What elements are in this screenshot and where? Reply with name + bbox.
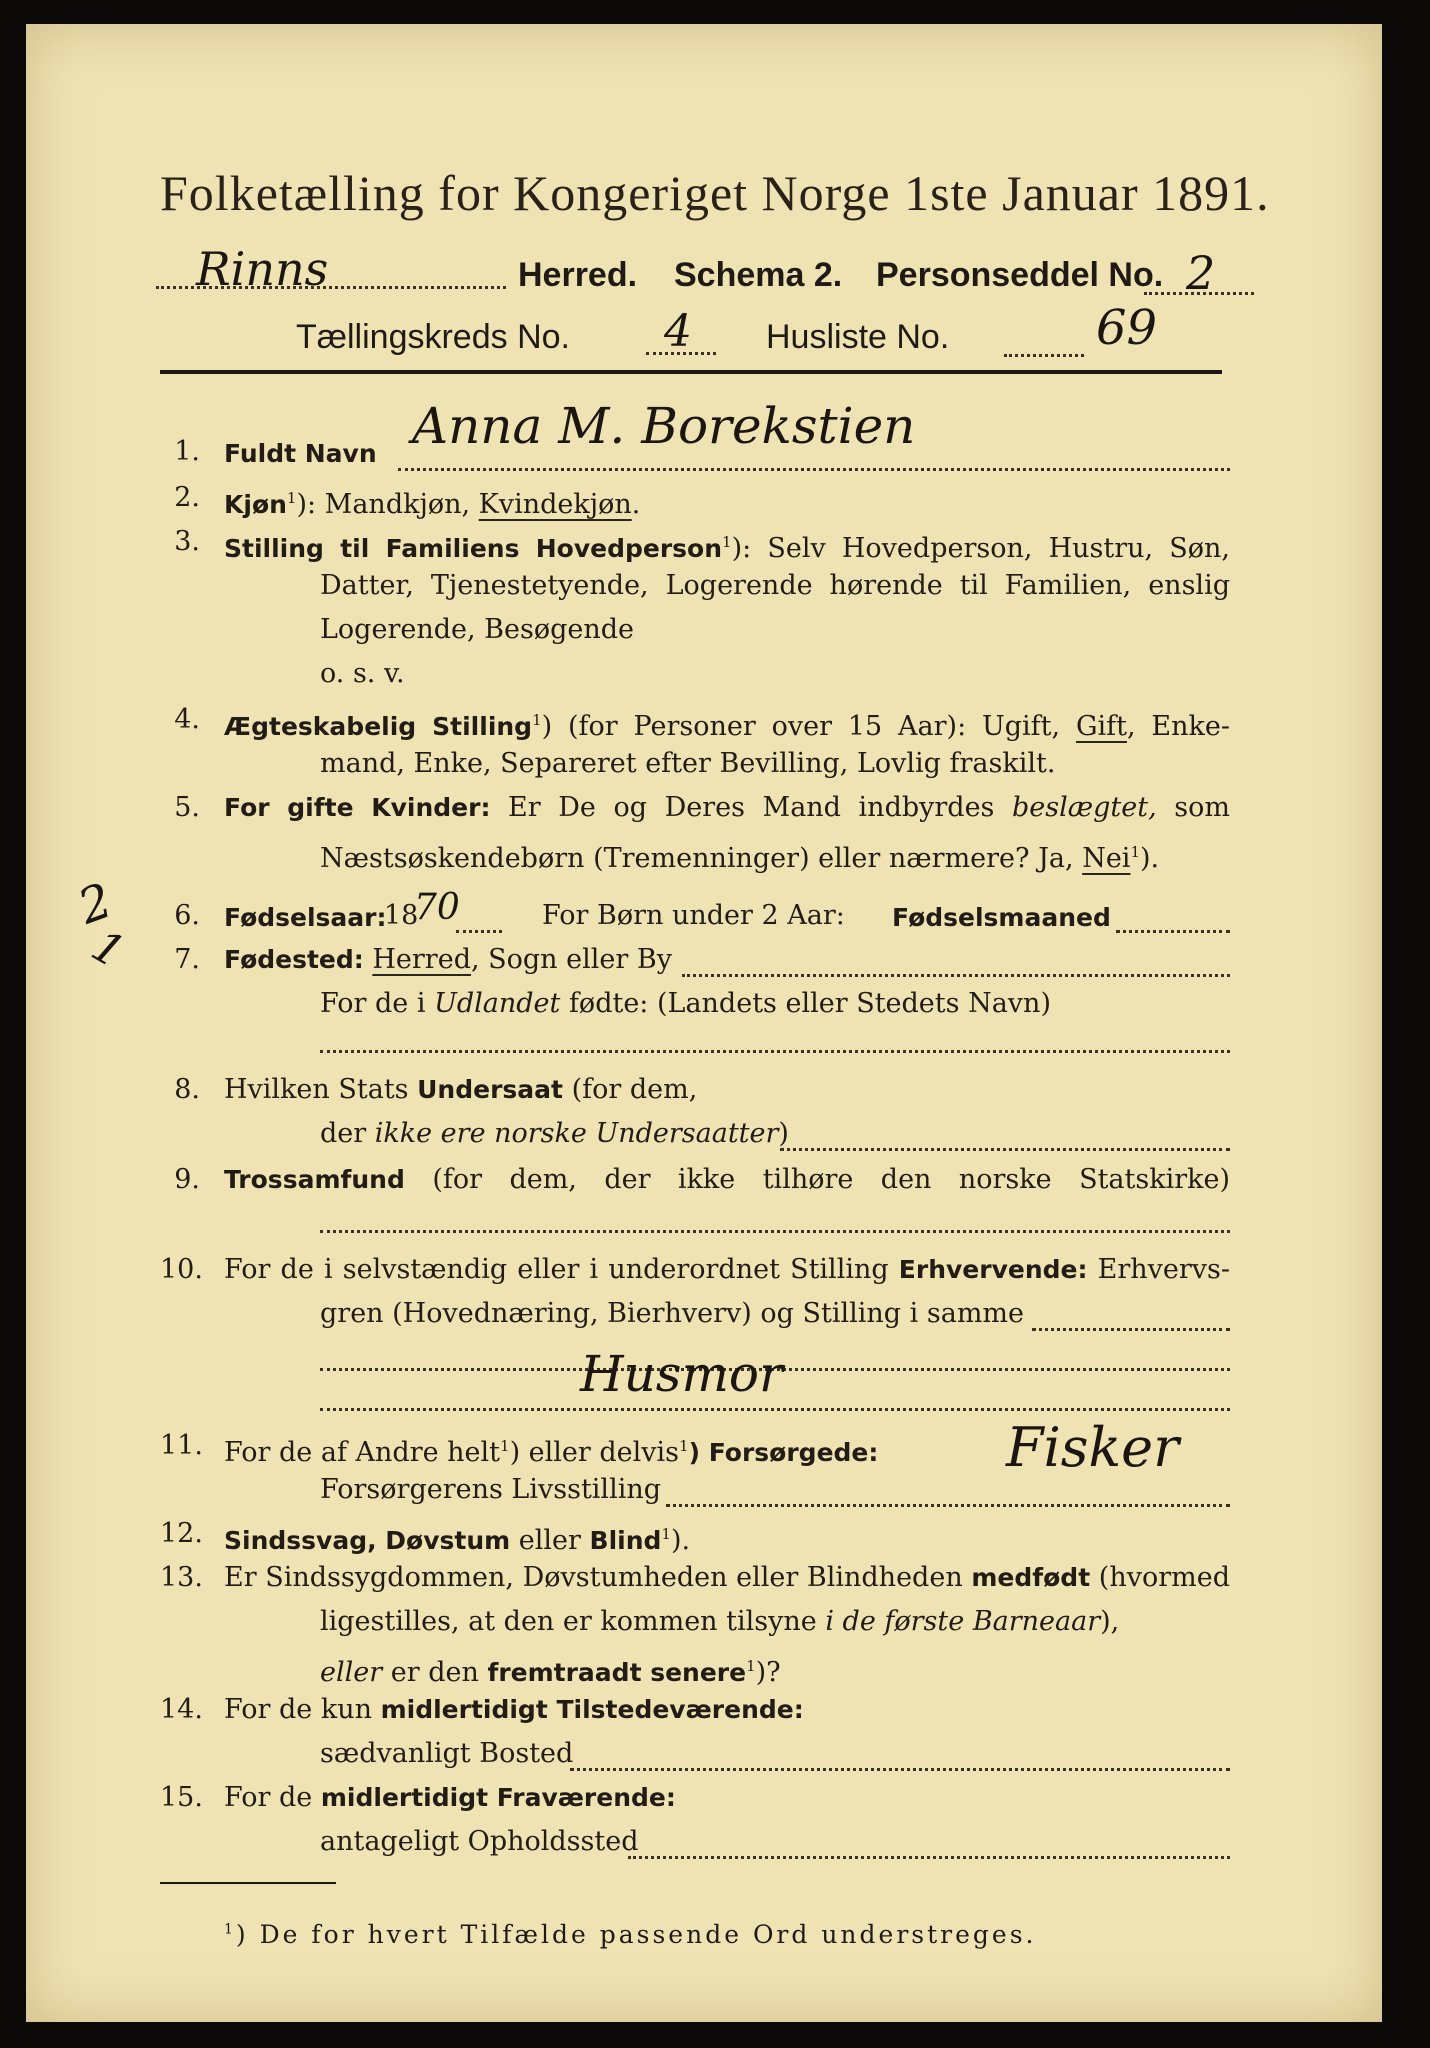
q11-number: 11. — [160, 1430, 203, 1461]
herred-value: Rinns — [196, 242, 329, 296]
q3-line3: Logerende, Besøgende — [320, 614, 634, 645]
q5-label: For gifte Kvinder: — [224, 793, 491, 822]
q6-mid: For Børn under 2 Aar: — [542, 900, 845, 931]
q4-number: 4. — [174, 704, 200, 735]
footnote-text: ) De for hvert Tilfælde passende Ord understreges. — [235, 1920, 1037, 1949]
q3-sup: 1 — [722, 533, 732, 551]
q12-number: 12. — [160, 1518, 203, 1549]
q5-line1 — [224, 786, 1230, 830]
q12-label2: Blind — [589, 1526, 662, 1555]
kreds-dotted-line — [646, 352, 716, 355]
q11-value: Fisker — [1006, 1416, 1179, 1479]
q4-line1b: , Enke- — [1127, 711, 1230, 742]
q9-text: (for dem, der ikke tilhøre den norske Statskirke) — [432, 1164, 1230, 1195]
q10-label: Erhvervende: — [898, 1255, 1088, 1284]
q14-line1a: For de kun — [224, 1694, 381, 1725]
q10-dotted-1 — [1032, 1328, 1230, 1331]
q10-line1b: Erhvervs- — [1087, 1254, 1230, 1285]
q7-line1 — [224, 938, 672, 982]
q11-line1a: For de af Andre helt — [224, 1437, 501, 1468]
q10-value: Husmor — [580, 1345, 783, 1403]
q6-year-value: 70 — [414, 887, 460, 928]
q5-number: 5. — [174, 792, 200, 823]
q2-after: . — [631, 489, 641, 520]
q13-number: 13. — [160, 1562, 203, 1593]
q1-dotted-line — [398, 468, 1230, 471]
q7-text: , Sogn eller By — [470, 944, 672, 975]
q5-line2 — [320, 830, 1159, 881]
q11-sup2: 1 — [679, 1437, 689, 1455]
q11-dotted — [666, 1504, 1230, 1507]
q7-line2b: fødte: (Landets eller Stedets Navn) — [560, 988, 1051, 1019]
q5-nei: Nei — [1082, 843, 1131, 874]
header-rule — [160, 370, 1222, 374]
kreds-label: Tællingskreds No. — [296, 318, 570, 356]
q4-gift: Gift — [1075, 711, 1127, 742]
husliste-label: Husliste No. — [766, 318, 950, 356]
q1-label: Fuldt Navn — [224, 439, 377, 468]
q15-line1 — [224, 1776, 676, 1820]
q4-line1a: ) (for Personer over 15 Aar): Ugift, — [541, 711, 1076, 742]
q6-number: 6. — [174, 900, 200, 931]
q7-dotted-2 — [320, 1050, 1230, 1053]
q12-mid: eller — [510, 1525, 590, 1556]
q15-dotted — [628, 1856, 1230, 1859]
q12-label1: Sindssvag, Døvstum — [224, 1526, 511, 1555]
q2-options: ): Mandkjøn, — [296, 489, 479, 520]
q6-month-dotted — [1116, 930, 1230, 933]
q11-line1b: ) eller delvis — [509, 1437, 680, 1468]
q4-line2: mand, Enke, Separeret efter Bevilling, Lovlig fraskilt. — [320, 748, 1056, 779]
q13-italic2: eller — [320, 1657, 383, 1688]
q10-line2: gren (Hovednæring, Bierhverv) og Stilling i samme — [320, 1298, 1025, 1329]
q11-sup1: 1 — [500, 1437, 510, 1455]
q6-label: Fødselsaar: — [224, 903, 387, 932]
q8-label: Undersaat — [417, 1075, 563, 1104]
husliste-dotted-line — [1004, 354, 1084, 357]
q9-dotted — [320, 1230, 1230, 1233]
q14-label: midlertidigt Tilstedeværende: — [380, 1695, 804, 1724]
q5-sup: 1 — [1130, 843, 1140, 861]
personseddel-dotted-line — [1144, 292, 1254, 295]
q3-line1-text: ): Selv Hovedperson, Hustru, Søn, — [731, 533, 1231, 564]
q12-after: ). — [670, 1525, 691, 1556]
q2-sup: 1 — [286, 489, 297, 507]
q5-line2a: Næstsøskendebørn (Tremenninger) eller nærmere? Ja, — [320, 843, 1083, 874]
q7-label: Fødested: — [224, 945, 364, 974]
q9-line1 — [224, 1158, 1230, 1202]
q7-number: 7. — [174, 944, 200, 975]
q11-line2: Forsørgerens Livsstilling — [320, 1474, 662, 1505]
q5-line1b: som — [1156, 792, 1231, 823]
q10-dotted-3 — [320, 1408, 1230, 1411]
q4-label: Ægteskabelig Stilling — [224, 712, 533, 741]
q10-line1 — [224, 1248, 1230, 1292]
q13-line3a: er den — [382, 1657, 488, 1688]
q13-line2b: ), — [1100, 1606, 1120, 1637]
q2-number: 2. — [174, 482, 200, 513]
q10-line1a: For de i selvstændig eller i underordnet Stilling — [224, 1254, 899, 1285]
q5-line2b: ). — [1139, 843, 1160, 874]
husliste-value: 69 — [1096, 300, 1158, 356]
q8-line2b: ) — [778, 1118, 789, 1149]
q14-line2: sædvanligt Bosted — [320, 1738, 574, 1769]
q2-label: Kjøn — [224, 490, 287, 519]
q5-italic: beslægtet, — [1012, 792, 1157, 823]
herred-dotted-line — [156, 286, 506, 289]
q1-value: Anna M. Borekstien — [412, 397, 916, 455]
q6-prefix: 18 — [384, 900, 419, 931]
q10-number: 10. — [160, 1254, 203, 1285]
q3-line2: Datter, Tjenestetyende, Logerende hørende til Familien, enslig — [320, 570, 1230, 601]
q8-dotted — [780, 1148, 1230, 1151]
q7-dotted-1 — [682, 974, 1230, 977]
q1-number: 1. — [174, 436, 200, 467]
q9-label: Trossamfund — [224, 1165, 405, 1194]
q13-line1a: Er Sindssygdommen, Døvstumheden eller Blindheden — [224, 1562, 972, 1593]
kreds-value: 4 — [664, 306, 692, 357]
personseddel-label: Personseddel No. — [876, 256, 1164, 294]
q13-label: medfødt — [971, 1563, 1091, 1592]
q15-number: 15. — [160, 1782, 203, 1813]
q14-line1 — [224, 1688, 804, 1732]
q13-label2: fremtraadt senere — [487, 1658, 747, 1687]
q7-line2a: For de i — [320, 988, 435, 1019]
q4-sup: 1 — [532, 711, 542, 729]
q5-line1a: Er De og Deres Mand indbyrdes — [508, 792, 1013, 823]
q3-line4: o. s. v. — [320, 658, 405, 689]
q13-line1 — [224, 1556, 1230, 1600]
census-form-page — [26, 24, 1382, 2022]
q8-line1b: (for dem, — [562, 1074, 698, 1105]
q12-sup: 1 — [661, 1525, 671, 1543]
q7-udlandet: Udlandet — [434, 988, 561, 1019]
q7-line2 — [320, 982, 1051, 1026]
q14-dotted — [570, 1768, 1230, 1771]
q11-label: ) Forsørgede: — [688, 1438, 879, 1467]
herred-label: Herred. — [518, 256, 638, 294]
q8-line2a: der — [320, 1118, 375, 1149]
q3-number: 3. — [174, 526, 200, 557]
q8-line1a: Hvilken Stats — [224, 1074, 418, 1105]
margin-mark-2: 2 — [71, 872, 120, 936]
q13-line1b: (hvormed — [1090, 1562, 1230, 1593]
q6-label2: Fødselsmaaned — [892, 903, 1111, 932]
q13-sup: 1 — [746, 1657, 756, 1675]
form-title: Folketælling for Kongeriget Norge 1ste Januar 1891. — [160, 165, 1270, 221]
q8-number: 8. — [174, 1074, 200, 1105]
q7-herred: Herred — [372, 944, 471, 975]
q8-line2 — [320, 1112, 789, 1156]
q9-number: 9. — [174, 1164, 200, 1195]
footnote — [224, 1920, 1036, 1949]
q15-label: midlertidigt Fraværende: — [320, 1783, 676, 1812]
footnote-sup: 1 — [224, 1921, 236, 1938]
q1-row — [160, 397, 1230, 474]
footnote-rule — [160, 1882, 336, 1884]
q2-kvindekjon: Kvindekjøn — [478, 489, 632, 520]
q14-number: 14. — [160, 1694, 203, 1725]
q8-line1 — [224, 1068, 697, 1112]
q13-italic1: i de første Barneaar — [825, 1606, 1101, 1637]
margin-mark-1: 1 — [83, 920, 133, 979]
personseddel-value: 2 — [1186, 246, 1216, 300]
q13-line2a: ligestilles, at den er kommen tilsyne — [320, 1606, 826, 1637]
q13-line3b: )? — [755, 1657, 781, 1688]
q15-line1a: For de — [224, 1782, 321, 1813]
schema-label: Schema 2. — [674, 256, 843, 294]
q3-label: Stilling til Familiens Hovedperson — [224, 534, 723, 563]
q8-italic: ikke ere norske Undersaatter — [374, 1118, 779, 1149]
q15-line2: antageligt Opholdssted — [320, 1826, 639, 1857]
q6-year-dotted — [456, 930, 502, 933]
q13-line2 — [320, 1600, 1119, 1644]
